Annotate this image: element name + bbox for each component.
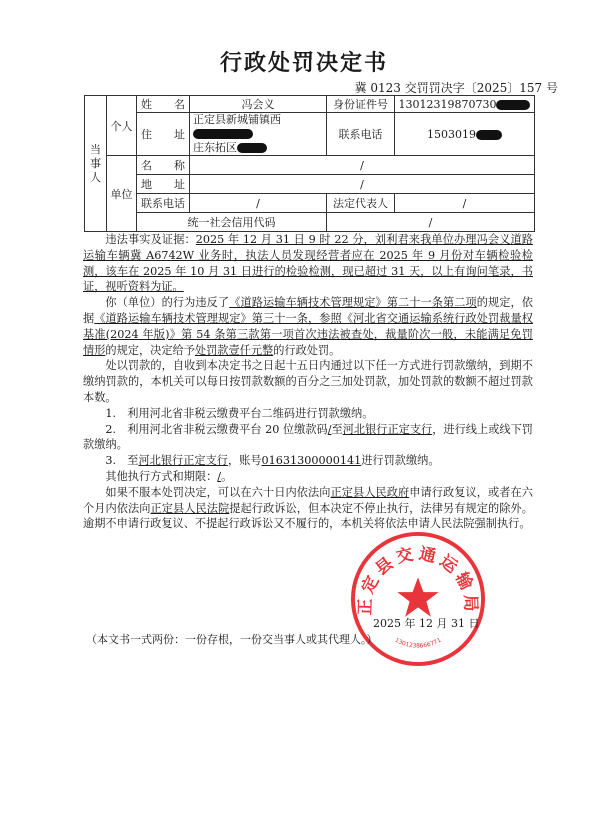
unit-phone-label: 联系电话 [137,194,190,213]
unit-name-value: / [190,156,535,175]
seal-text: 正定县交通运输局 [354,542,482,616]
facts-label: 违法事实及证据： [105,233,196,246]
legal-rep-value: / [395,194,535,213]
redaction-mark [496,100,530,110]
method-text: 进行罚款缴纳。 [361,454,440,468]
unit-address-label: 地 址 [137,175,190,194]
violation-text: 的规定，依据 [83,296,533,325]
name-label: 姓 名 [137,96,190,113]
phone-number: 1503019 [427,127,476,141]
address-line2: 庄东拓区 [193,141,237,154]
payment-method-1: 1. 利用河北省非税云缴费平台二维码进行罚款缴纳。 [105,406,374,420]
id-value [395,96,535,113]
violation-paragraph [83,295,533,358]
violation-text: 的行政处罚。 [273,343,341,357]
appeal-paragraph [83,485,533,532]
address-label: 住 址 [137,113,190,156]
other-label: 其他执行方式和期限： [105,469,218,483]
violation-text: 你（单位）的行为违反了 [105,296,230,310]
account-number: 01631300000141 [261,454,362,468]
id-number: 13012319870730 [398,97,497,111]
payment-method-3 [83,453,533,469]
method-text: 3. 至 [105,454,139,468]
facts-paragraph [83,232,533,295]
appeal-text: 申请行政复议，或者在六个月内依法向 [83,485,533,515]
payment-notice: 处以罚款的，自收到本决定书之日起十五日内通过以下任一方式进行罚款缴纳，到期不缴纳罚款的，本机关可以每日按罚款数额的百分之三加处罚款，加处罚款的数额不超过罚款本数。 [83,359,533,404]
party-label: 当事人 [85,96,107,232]
decision-date: 2025 年 12 月 31 日 [373,617,480,630]
redaction-mark [193,129,253,139]
id-label: 身份证件号 [327,96,395,113]
appeal-text: 提起行政诉讼，但本决定不停止执行，法律另有规定的除外。逾期不申请行政复议、不提起行政诉讼又不履行的，本机关将依法申请人民法院强制执行。 [83,501,533,531]
method-text: ，进行线上或线下罚款缴纳。 [83,422,533,452]
method-text: 2. 利用河北省非税云缴费平台 20 位缴款码 [105,422,328,436]
unit-name-label: 名 称 [137,156,190,175]
credit-code-label: 统一社会信用代码 [137,213,327,232]
phone-label: 联系电话 [327,113,395,156]
official-seal [349,530,487,668]
penalty-basis: 《道路运输车辆技术管理规定》第三十一条，参照《河北省交通运输系统行政处罚裁量权基准(2024 年版)》第 54 条第三款第一项首次违法被查处，裁量阶次一般，未能满足免罚情形 [83,311,533,357]
individual-label: 个人 [107,96,137,156]
unit-phone-value: / [190,194,327,213]
party-info-table [84,95,535,232]
payment-method-2 [83,422,533,454]
method-text: 至 [331,422,343,436]
method-text: ，账号 [227,454,262,468]
bank-name: 河北银行正定支行 [138,454,228,468]
appeal-text: 如果不服本处罚决定，可以在六十日内依法向 [105,485,331,499]
document-title: 行政处罚决定书 [219,51,388,76]
facts-text: 2025 年 12 月 31 日 9 时 22 分，刘利君来我单位办理冯会义道路运输车辆冀 A6742W 业务时，执法人员发现经营者应在 2025 年 9 月份对车辆检验检测，该车在 2025 年 10 月 31 日进行的检验检测，现已超过 31 天，以上有询问笔录，书证，视听资料为证。 [83,233,533,294]
document-body [83,232,533,532]
document-number: 冀 0123 交罚罚决字〔2025〕157 号 [354,81,558,95]
unit-address-value: / [190,175,535,194]
credit-code-value: / [327,213,535,232]
court-name: 正定县人民法院 [150,501,230,515]
address-line1: 正定县新城铺镇西 [193,113,281,126]
seal-star-icon [397,577,438,616]
other-value: / [217,469,222,483]
review-authority: 正定县人民政府 [330,485,410,499]
legal-rep-label: 法定代表人 [327,194,395,213]
violated-law: 《道路运输车辆技术管理规定》第二十一条第二项 [229,296,477,310]
other-end: 。 [221,469,233,483]
seal-code: 1301238666771 [393,637,443,650]
other-method [83,469,533,485]
footer-note: （本文书一式两份：一份存根，一份交当事人或其代理人。） [86,633,378,646]
address-value [190,113,327,156]
name-value: 冯会义 [190,96,327,113]
unit-label: 单位 [107,156,137,232]
payment-code: / [327,422,332,436]
redaction-mark [476,130,502,140]
violation-text: 的规定，决定给予 [105,343,195,357]
redaction-mark [237,143,267,153]
phone-value [395,113,535,156]
bank-name: 河北银行正定支行 [342,422,433,436]
penalty-amount: 处罚款壹仟元整 [194,343,274,357]
